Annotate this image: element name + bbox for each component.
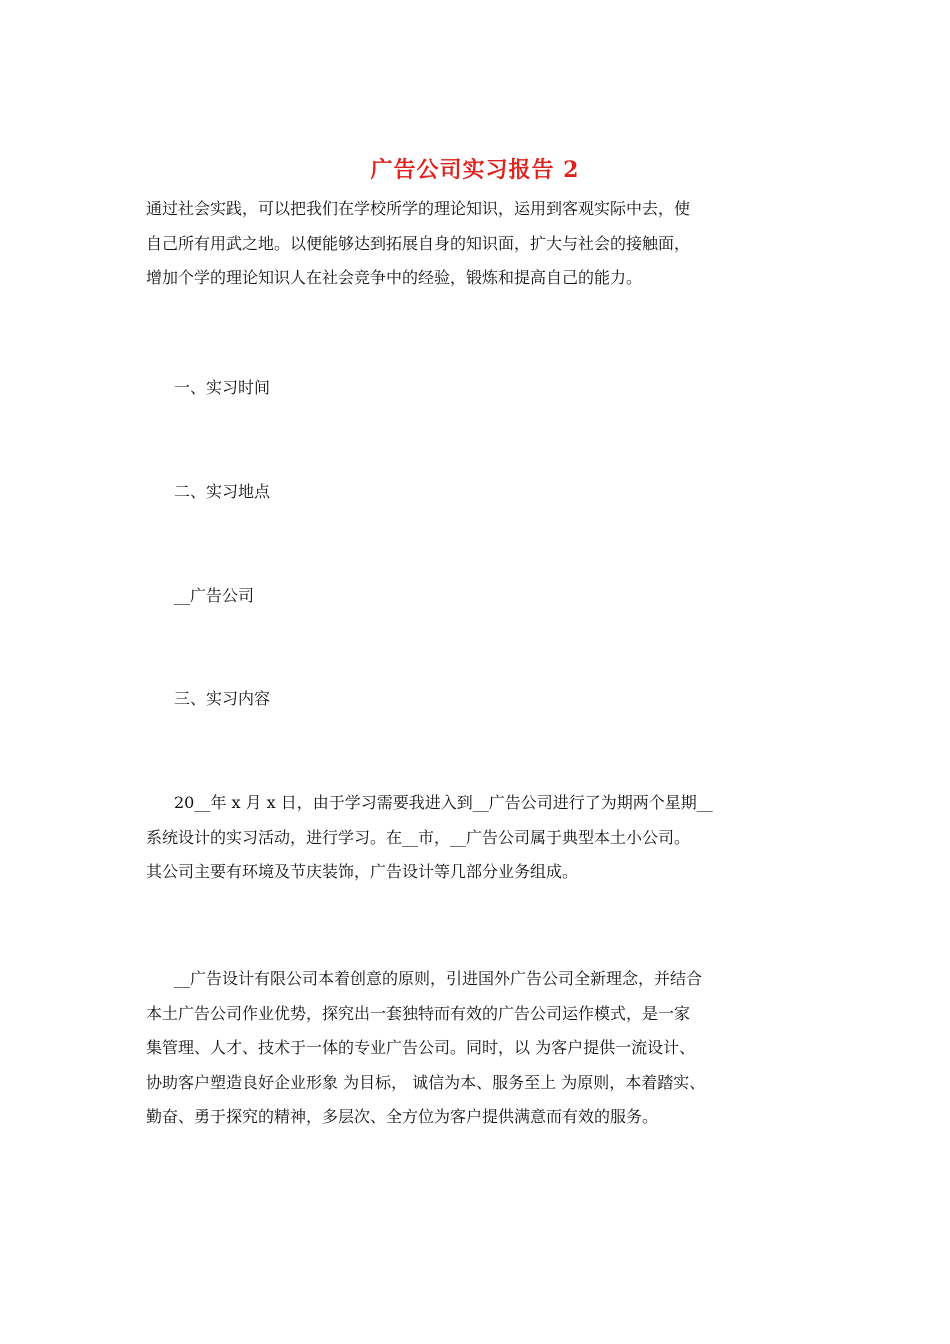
section-heading-location <box>146 475 836 510</box>
company-name-line <box>146 579 836 614</box>
paragraph-line: 本土广告公司作业优势，探究出一套独特而有效的广告公司运作模式，是一家 <box>146 1003 691 1023</box>
company-name-text: __广告公司 <box>174 586 255 605</box>
paragraph-line: 增加个学的理论知识人在社会竞争中的经验，锻炼和提高自己的能力。 <box>146 268 643 287</box>
section-heading-text: 二、实习地点 <box>174 482 271 501</box>
paragraph-line: 系统设计的实习活动，进行学习。在__市，__广告公司属于典型本土小公司。 <box>146 827 691 847</box>
section-heading-time <box>146 371 836 406</box>
content-paragraph-1 <box>146 786 836 890</box>
paragraph-line: 协助客户塑造良好企业形象 为目标， 诚信为本、服务至上 为原则，本着踏实、 <box>146 1072 706 1092</box>
paragraph-line: 通过社会实践，可以把我们在学校所学的理论知识，运用到客观实际中去，使 <box>146 199 691 218</box>
section-heading-text: 三、实习内容 <box>174 689 271 708</box>
paragraph-line: 自己所有用武之地。以便能够达到拓展自身的知识面，扩大与社会的接触面， <box>146 233 691 253</box>
paragraph-line: 20__年 x 月 x 日，由于学习需要我进入到__广告公司进行了为期两个星期__ <box>174 793 713 812</box>
section-heading-text: 一、实习时间 <box>174 378 271 397</box>
paragraph-line: 勤奋、勇于探究的精神，多层次、全方位为客户提供满意而有效的服务。 <box>146 1107 659 1126</box>
content-paragraph-2 <box>146 962 836 1135</box>
paragraph-line: __广告设计有限公司本着创意的原则，引进国外广告公司全新理念，并结合 <box>174 969 703 988</box>
paragraph-line: 集管理、人才、技术于一体的专业广告公司。同时，以 为客户提供一流设计、 <box>146 1038 696 1057</box>
section-heading-content <box>146 682 836 717</box>
document-title: 广告公司实习报告 2 <box>370 157 580 183</box>
intro-paragraph <box>146 192 836 296</box>
paragraph-line: 其公司主要有环境及节庆装饰，广告设计等几部分业务组成。 <box>146 862 579 881</box>
